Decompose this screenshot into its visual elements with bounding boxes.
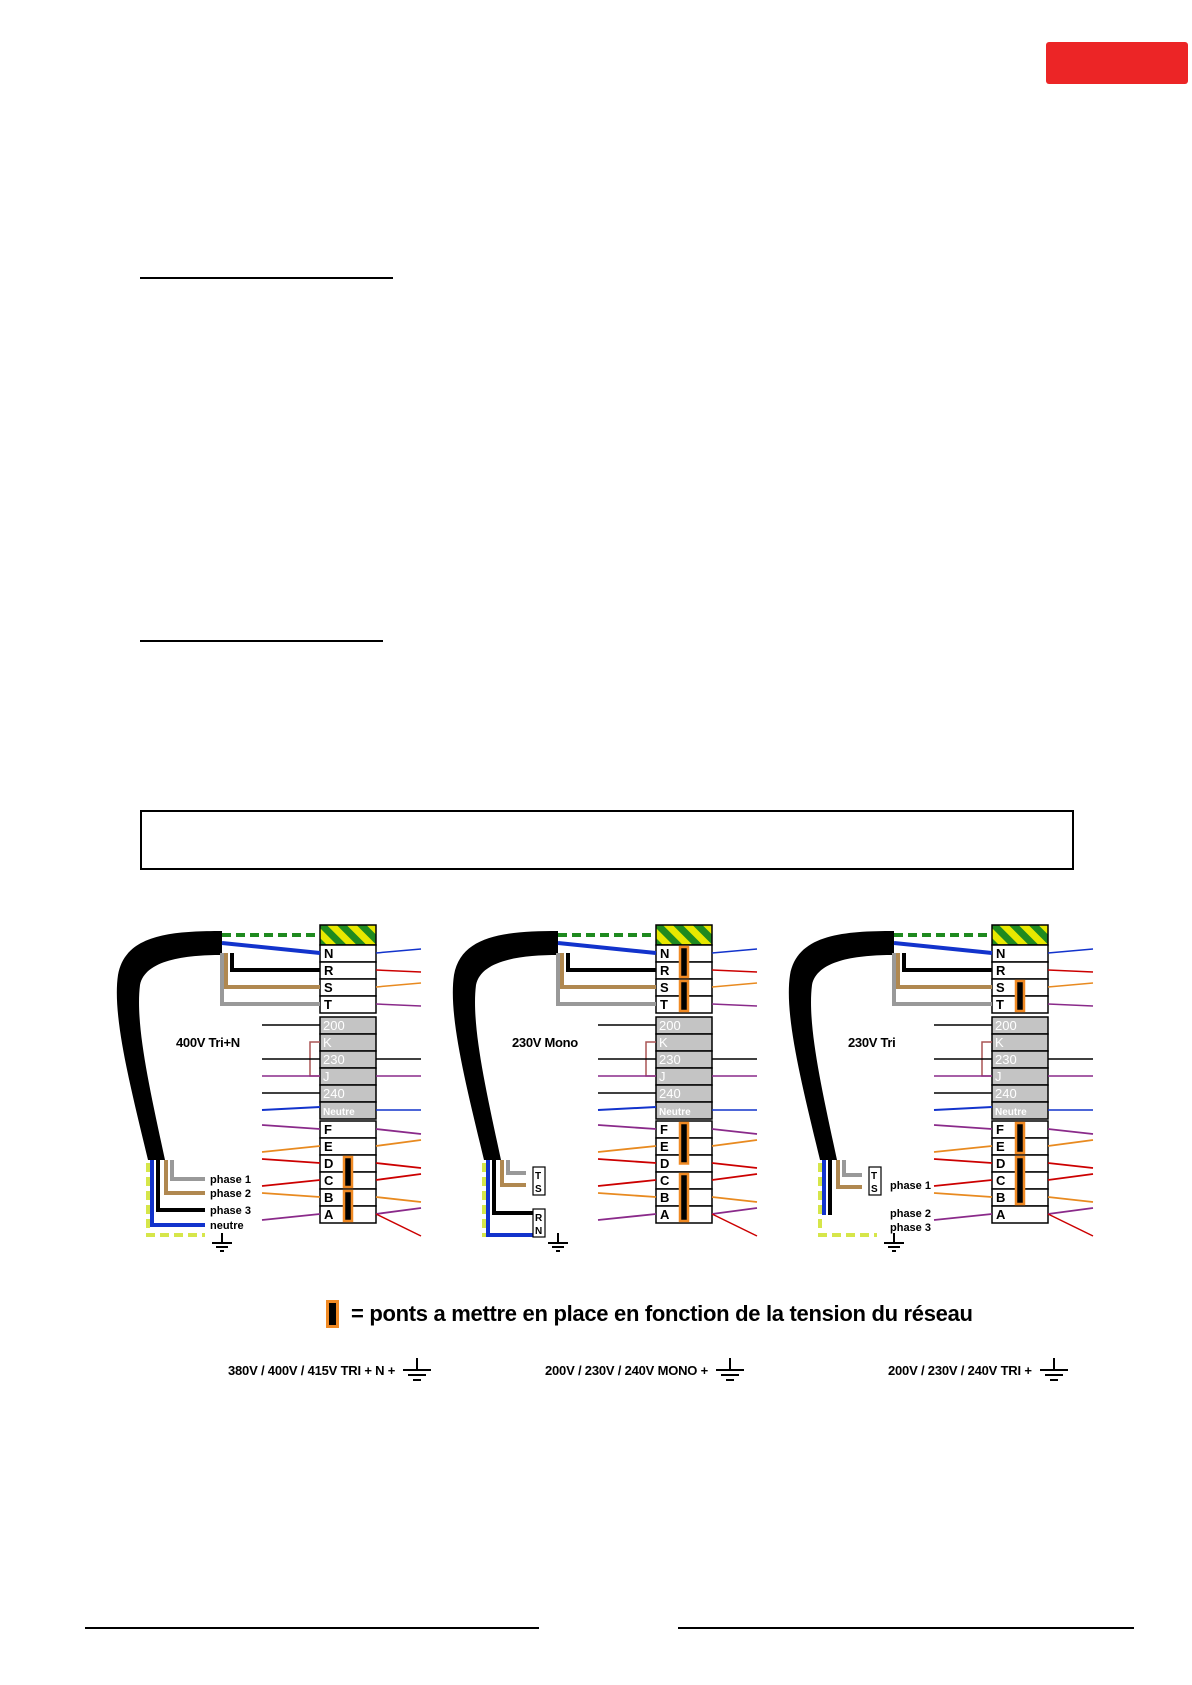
ground-icon — [401, 1358, 433, 1382]
wire-label: S — [871, 1184, 878, 1195]
wire-grey — [844, 1160, 862, 1175]
diagram-title: 230V Tri — [848, 1035, 896, 1050]
terminal-label: F — [660, 1122, 668, 1137]
terminal-label: B — [996, 1190, 1006, 1205]
out-wire — [712, 1197, 757, 1202]
terminal-label: E — [324, 1139, 333, 1154]
bridge-icon — [326, 1300, 339, 1328]
terminal-label: F — [996, 1122, 1004, 1137]
terminal-label: J — [995, 1069, 1002, 1084]
out-wire — [1048, 983, 1093, 987]
bridge-C-B-A — [680, 1174, 688, 1221]
in-wire — [934, 1159, 992, 1163]
wire-label: phase 3 — [210, 1205, 251, 1217]
bridge-N-R — [680, 947, 688, 977]
terminal-label: A — [660, 1207, 670, 1222]
heading-underline-1 — [140, 277, 393, 279]
supply-text-3: 200V / 230V / 240V TRI + — [888, 1362, 1032, 1378]
terminal-label: J — [659, 1069, 666, 1084]
ground-icon — [1038, 1358, 1070, 1382]
legend-text: = ponts a mettre en place en fonction de la tension du réseau — [351, 1301, 973, 1326]
terminal-label: R — [660, 963, 670, 978]
terminal-label: N — [660, 946, 670, 961]
terminal-label: R — [996, 963, 1006, 978]
terminal-label: 240 — [659, 1086, 681, 1101]
tap-line — [262, 1107, 320, 1110]
wire-grey — [172, 1160, 205, 1179]
wire-label: neutre — [210, 1220, 244, 1232]
terminal-label: K — [323, 1035, 332, 1050]
terminal-label: 230 — [323, 1052, 345, 1067]
wire-blue — [894, 943, 992, 953]
out-wire — [712, 983, 757, 987]
bridge-S-T — [1016, 981, 1024, 1011]
in-wire — [598, 1146, 656, 1152]
wire-label: phase 2 — [890, 1208, 931, 1220]
wire-label: N — [535, 1226, 543, 1237]
wire-black — [904, 953, 992, 970]
out-wire — [1048, 1214, 1093, 1236]
terminal-label: 230 — [995, 1052, 1017, 1067]
supply-label-2 — [545, 1355, 746, 1385]
in-wire — [934, 1180, 992, 1186]
wire-label: T — [871, 1171, 878, 1182]
wire-grey — [894, 953, 992, 1004]
in-wire — [598, 1214, 656, 1220]
out-wire — [712, 1004, 757, 1006]
terminal-label: J — [323, 1069, 330, 1084]
out-wire — [376, 1140, 421, 1146]
wire-black — [568, 953, 656, 970]
diagram-title: 400V Tri+N — [176, 1035, 240, 1050]
out-wire — [1048, 1197, 1093, 1202]
wire-black — [232, 953, 320, 970]
bridge-S-T — [680, 981, 688, 1011]
ground-icon — [714, 1358, 746, 1382]
terminal-label: D — [324, 1156, 334, 1171]
earth-terminal — [320, 925, 376, 945]
out-wire — [1048, 1163, 1093, 1168]
terminal-label: Neutre — [323, 1107, 355, 1118]
out-wire — [376, 970, 421, 972]
bridge-F-E — [1016, 1123, 1024, 1153]
supply-text-2: 200V / 230V / 240V MONO + — [545, 1362, 709, 1378]
wire-label: T — [535, 1171, 542, 1182]
heading-underline-2 — [140, 640, 383, 642]
in-wire — [598, 1180, 656, 1186]
in-wire — [262, 1180, 320, 1186]
wire-label: phase 2 — [210, 1188, 251, 1200]
terminal-label: 240 — [323, 1086, 345, 1101]
out-wire — [376, 1163, 421, 1168]
out-wire — [376, 1197, 421, 1202]
in-wire — [598, 1125, 656, 1129]
out-wire — [376, 983, 421, 987]
wire-label: R — [535, 1213, 543, 1224]
out-wire — [712, 1163, 757, 1168]
terminal-label: C — [660, 1173, 670, 1188]
footer-rule-left — [85, 1627, 539, 1629]
terminal-label: K — [995, 1035, 1004, 1050]
terminal-label: C — [996, 1173, 1006, 1188]
wire-label: phase 3 — [890, 1222, 931, 1234]
out-wire — [1048, 1129, 1093, 1134]
in-wire — [934, 1193, 992, 1197]
out-wire — [376, 949, 421, 953]
in-wire — [598, 1159, 656, 1163]
terminal-label: B — [660, 1190, 670, 1205]
in-wire — [262, 1125, 320, 1129]
wiring-diagram-3 — [789, 925, 1093, 1251]
terminal-label: 240 — [995, 1086, 1017, 1101]
out-wire — [376, 1208, 421, 1214]
in-wire — [262, 1193, 320, 1197]
terminal-label: 200 — [659, 1018, 681, 1033]
terminal-label: C — [324, 1173, 334, 1188]
earth-terminal — [992, 925, 1048, 945]
out-wire — [712, 1208, 757, 1214]
terminal-label: T — [660, 997, 668, 1012]
terminal-label: T — [996, 997, 1004, 1012]
section-tab — [1046, 42, 1188, 84]
in-wire — [934, 1214, 992, 1220]
out-wire — [712, 970, 757, 972]
terminal-label: A — [324, 1207, 334, 1222]
out-wire — [376, 1129, 421, 1134]
terminal-label: K — [659, 1035, 668, 1050]
in-wire — [598, 1193, 656, 1197]
notice-box — [140, 810, 1074, 870]
out-wire — [376, 1214, 421, 1236]
terminal-label: R — [324, 963, 334, 978]
terminal-label: 200 — [995, 1018, 1017, 1033]
legend — [326, 1296, 973, 1332]
terminal-label: Neutre — [995, 1107, 1027, 1118]
out-wire — [712, 1140, 757, 1146]
out-wire — [376, 1174, 421, 1180]
bridge-F-E — [680, 1123, 688, 1164]
bridge-D-C — [344, 1157, 352, 1187]
wire-grey — [222, 953, 320, 1004]
out-wire — [712, 949, 757, 953]
out-wire — [712, 1174, 757, 1180]
in-wire — [934, 1125, 992, 1129]
wiring-diagram-2 — [453, 925, 757, 1251]
earth-terminal — [656, 925, 712, 945]
terminal-label: E — [996, 1139, 1005, 1154]
tap-line — [934, 1107, 992, 1110]
terminal-label: 230 — [659, 1052, 681, 1067]
out-wire — [376, 1004, 421, 1006]
out-wire — [1048, 949, 1093, 953]
out-wire — [1048, 970, 1093, 972]
terminal-label: D — [996, 1156, 1006, 1171]
in-wire — [262, 1146, 320, 1152]
in-wire — [934, 1146, 992, 1152]
bridge-B-A — [344, 1191, 352, 1221]
terminal-label: N — [996, 946, 1006, 961]
out-wire — [1048, 1174, 1093, 1180]
wire-label: phase 1 — [890, 1180, 931, 1192]
terminal-label: A — [996, 1207, 1006, 1222]
terminal-label: Neutre — [659, 1107, 691, 1118]
footer-rule-right — [678, 1627, 1134, 1629]
out-wire — [1048, 1208, 1093, 1214]
in-wire — [262, 1214, 320, 1220]
terminal-label: S — [660, 980, 669, 995]
bridge-D-C-B — [1016, 1157, 1024, 1204]
out-wire — [1048, 1004, 1093, 1006]
terminal-label: D — [660, 1156, 670, 1171]
terminal-label: N — [324, 946, 334, 961]
wire-blue — [222, 943, 320, 953]
wire-grey — [558, 953, 656, 1004]
wire-label: S — [535, 1184, 542, 1195]
wire-grey — [508, 1160, 526, 1173]
terminal-label: 200 — [323, 1018, 345, 1033]
supply-label-3 — [888, 1355, 1070, 1385]
wire-label: phase 1 — [210, 1174, 251, 1186]
tap-line — [598, 1107, 656, 1110]
supply-text-1: 380V / 400V / 415V TRI + N + — [228, 1362, 396, 1378]
wire-blue — [558, 943, 656, 953]
terminal-label: T — [324, 997, 332, 1012]
in-wire — [262, 1159, 320, 1163]
wiring-diagram-1 — [117, 925, 421, 1251]
terminal-label: S — [996, 980, 1005, 995]
terminal-label: B — [324, 1190, 334, 1205]
out-wire — [1048, 1140, 1093, 1146]
diagram-title: 230V Mono — [512, 1035, 578, 1050]
terminal-label: E — [660, 1139, 669, 1154]
out-wire — [712, 1129, 757, 1134]
terminal-label: F — [324, 1122, 332, 1137]
terminal-label: S — [324, 980, 333, 995]
supply-label-1 — [228, 1355, 433, 1385]
out-wire — [712, 1214, 757, 1236]
